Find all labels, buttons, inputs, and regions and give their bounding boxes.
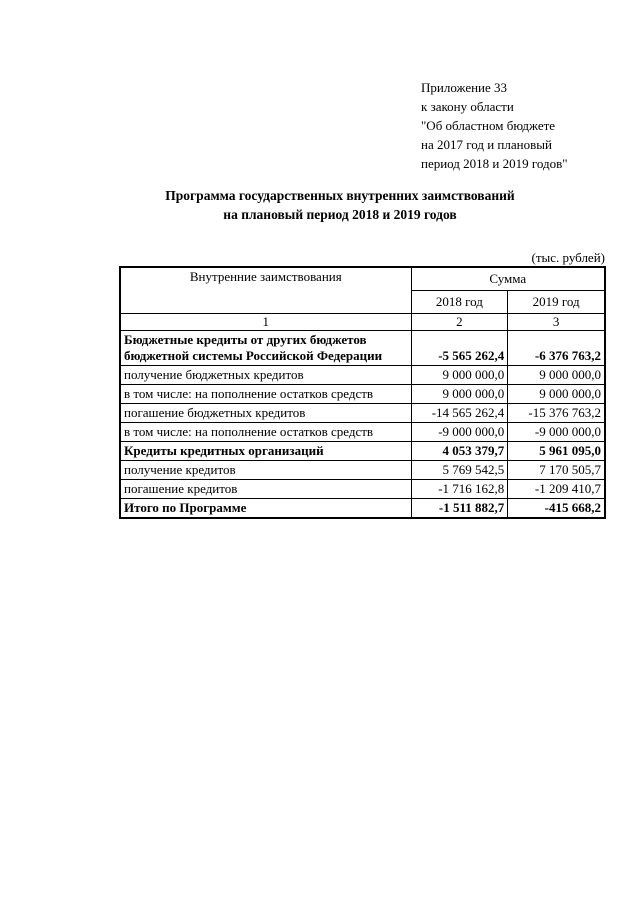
table-row [120, 423, 605, 442]
value-2019: 7 170 505,7 [508, 461, 605, 480]
borrowing-table [119, 266, 606, 519]
column-index: 2 [411, 314, 508, 331]
value-2018: -1 716 162,8 [411, 480, 508, 499]
value-2018: 9 000 000,0 [411, 366, 508, 385]
row-name: получение бюджетных кредитов [120, 366, 411, 385]
annex-line: период 2018 и 2019 годов" [421, 156, 568, 171]
value-2018: -14 565 262,4 [411, 404, 508, 423]
column-header-2018: 2018 год [411, 291, 508, 314]
value-2018: 5 769 542,5 [411, 461, 508, 480]
value-2019: 9 000 000,0 [508, 385, 605, 404]
table-row [120, 404, 605, 423]
value-2019: 9 000 000,0 [508, 366, 605, 385]
annex-note [421, 78, 568, 173]
annex-line: Приложение 33 [421, 80, 508, 95]
annex-line: "Об областном бюджете [421, 118, 556, 133]
value-2019: -1 209 410,7 [508, 480, 605, 499]
value-2019: -9 000 000,0 [508, 423, 605, 442]
row-name: в том числе: на пополнение остатков средств [120, 423, 411, 442]
row-name: погашение бюджетных кредитов [120, 404, 411, 423]
title-line: на плановый период 2018 и 2019 годов [223, 207, 457, 222]
row-name: в том числе: на пополнение остатков средств [120, 385, 411, 404]
row-name: Итого по Программе [120, 499, 411, 519]
value-2019: -15 376 763,2 [508, 404, 605, 423]
column-header-borrowings: Внутренние заимствования [120, 267, 411, 314]
table-row [120, 442, 605, 461]
annex-line: к закону области [421, 99, 514, 114]
table-row [120, 461, 605, 480]
value-2018: 4 053 379,7 [411, 442, 508, 461]
column-header-sum: Сумма [411, 267, 605, 291]
table-row [120, 480, 605, 499]
row-name: Кредиты кредитных организаций [120, 442, 411, 461]
units-label: (тыс. рублей) [531, 250, 605, 265]
value-2019: -415 668,2 [508, 499, 605, 519]
value-2018: 9 000 000,0 [411, 385, 508, 404]
table-row [120, 331, 605, 366]
value-2018: -1 511 882,7 [411, 499, 508, 519]
row-name [120, 331, 411, 366]
row-name: погашение кредитов [120, 480, 411, 499]
column-index: 1 [120, 314, 411, 331]
value-2018: -5 565 262,4 [411, 331, 508, 366]
annex-line: на 2017 год и плановый [421, 137, 552, 152]
table-row [120, 385, 605, 404]
value-2019: -6 376 763,2 [508, 331, 605, 366]
table-row-total [120, 499, 605, 519]
column-index: 3 [508, 314, 605, 331]
row-name: получение кредитов [120, 461, 411, 480]
row-name-line: бюджетной системы Российской Федерации [124, 348, 383, 363]
title-line: Программа государственных внутренних заимствований [165, 188, 515, 203]
row-name-line: Бюджетные кредиты от других бюджетов [124, 332, 367, 347]
value-2018: -9 000 000,0 [411, 423, 508, 442]
table-row [120, 366, 605, 385]
document-title [100, 186, 580, 224]
value-2019: 5 961 095,0 [508, 442, 605, 461]
column-header-2019: 2019 год [508, 291, 605, 314]
